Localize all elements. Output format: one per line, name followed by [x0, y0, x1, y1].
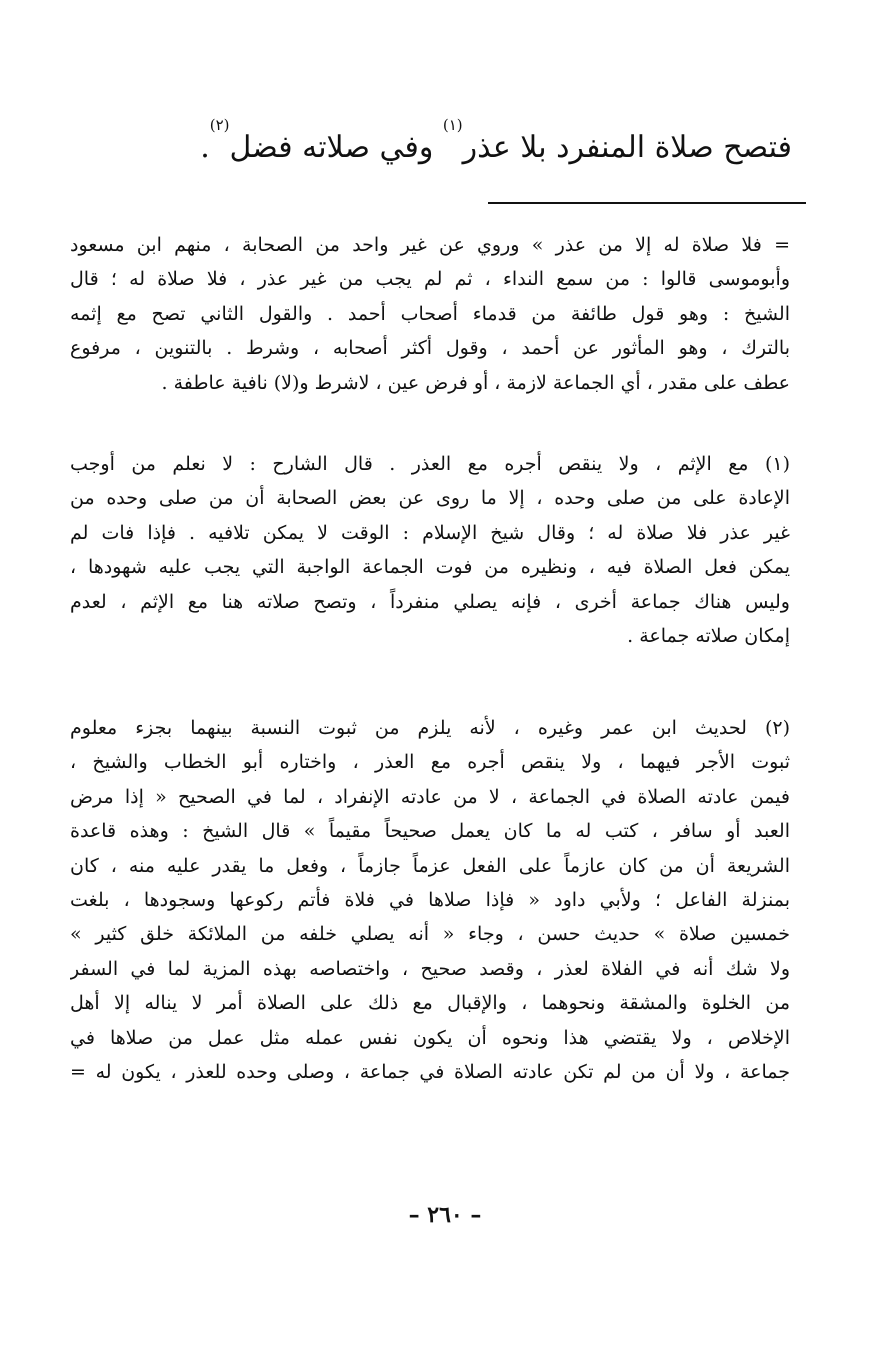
continuation-line-1: = فلا صلاة له إلا من عذر » وروي عن غير واحد من الصحابة ، منهم ابن مسعود — [70, 234, 790, 256]
footnote-2-line-7: خمسين صلاة » حديث حسن ، وجاء « أنه يصلي خلفه من الملائكة خلق كثير » — [70, 923, 790, 946]
main-text-part1: فتصح صلاة المنفرد بلا عذر — [462, 130, 792, 165]
footnote-1-line-4: يمكن فعل الصلاة فيه ، ونظيره من فوت الجماعة الواجبة التي يجب عليه شهودها ، — [70, 556, 790, 579]
main-text-part2: وفي صلاته فضل — [229, 130, 434, 165]
footnote-1 — [70, 447, 790, 653]
footnote-2-line-3: فيمن عادته الصلاة في الجماعة ، لا من عادته الإنفراد ، لما في الصحيح « إذا مرض — [70, 785, 790, 808]
footnote-2-line-4: العبد أو سافر ، كتب له ما كان يعمل صحيحاً مقيماً » قال الشيخ : وهذه قاعدة — [70, 820, 790, 843]
footnote-2-line-1: (٢) لحديث ابن عمر وغيره ، لأنه يلزم من ثبوت النسبة بينهما بجزء معلوم — [70, 717, 790, 739]
continuation-line-4: بالترك ، وهو المأثور عن أحمد ، وقول أكثر أصحابه ، وشرط . بالتنوين ، مرفوع — [70, 337, 790, 360]
page-number: – ٢٦٠ – — [408, 1202, 482, 1228]
footnote-2-line-10: الإخلاص ، ولا يقتضي هذا ونحوه أن يكون نفس عمله مثل عمل من صلاها في — [70, 1026, 790, 1049]
footnote-1-line-1: (١) مع الإثم ، ولا ينقص أجره مع العذر . قال الشارح : لا نعلم من أوجب — [70, 453, 790, 475]
footnote-marker-2: (٢) — [209, 116, 230, 134]
footnote-1-line-5: وليس هناك جماعة أخرى ، فإنه يصلي منفرداً ، وتصح صلاته هنا مع الإثم ، لعدم — [70, 590, 790, 613]
main-text-end: . — [200, 130, 210, 165]
main-text-line — [72, 118, 792, 178]
footnote-2-line-5: الشريعة أن من كان عازماً على الفعل عزماً جازماً ، وفعل ما يقدر عليه منه ، كان — [70, 854, 790, 877]
footnote-marker-1: (١) — [442, 116, 463, 134]
footnote-2-line-8: ولا شك أنه في الفلاة لعذر ، وقصد صحيح ، واختصاصه بهذه المزية لما في السفر — [70, 957, 790, 980]
footnote-2-line-6: بمنزلة الفاعل ؛ ولأبي داود « فإذا صلاها في فلاة فأتم ركوعها وسجودها ، بلغت — [70, 889, 790, 912]
continuation-footnote — [70, 228, 790, 400]
footnote-2-line-11: جماعة ، ولا أن من لم تكن عادته الصلاة في جماعة ، وصلى وحده للعذر ، يكون له = — [70, 1061, 790, 1084]
footnote-separator — [488, 202, 806, 204]
footnote-2 — [70, 711, 790, 1089]
footnote-2-line-9: من الخلوة والمشقة ونحوهما ، والإقبال مع ذلك على الصلاة أمر لا يناله إلا أهل — [70, 992, 790, 1015]
footnote-1-line-2: الإعادة على من صلى وحده ، إلا ما روى عن بعض الصحابة أن من صلى وحده من — [70, 487, 790, 510]
footnote-1-line-6: إمكان صلاته جماعة . — [627, 625, 790, 648]
footnote-2-line-2: ثبوت الأجر فيهما ، ولا ينقص أجره مع العذر ، واختاره أبو الخطاب والشيخ ، — [70, 751, 790, 774]
continuation-line-2: وأبوموسى قالوا : من سمع النداء ، ثم لم يجب من غير عذر ، فلا صلاة له ؛ قال — [70, 268, 790, 291]
continuation-line-5: عطف على مقدر ، أي الجماعة لازمة ، أو فرض عين ، لاشرط و(لا) نافية عاطفة . — [161, 371, 790, 394]
continuation-line-3: الشيخ : وهو قول طائفة من قدماء أصحاب أحمد . والقول الثاني تصح مع إثمه — [70, 302, 790, 325]
footnote-1-line-3: غير عذر فلا صلاة له ؛ وقال شيخ الإسلام : الوقت لا يمكن تلافيه . فإذا فات لم — [70, 521, 790, 544]
